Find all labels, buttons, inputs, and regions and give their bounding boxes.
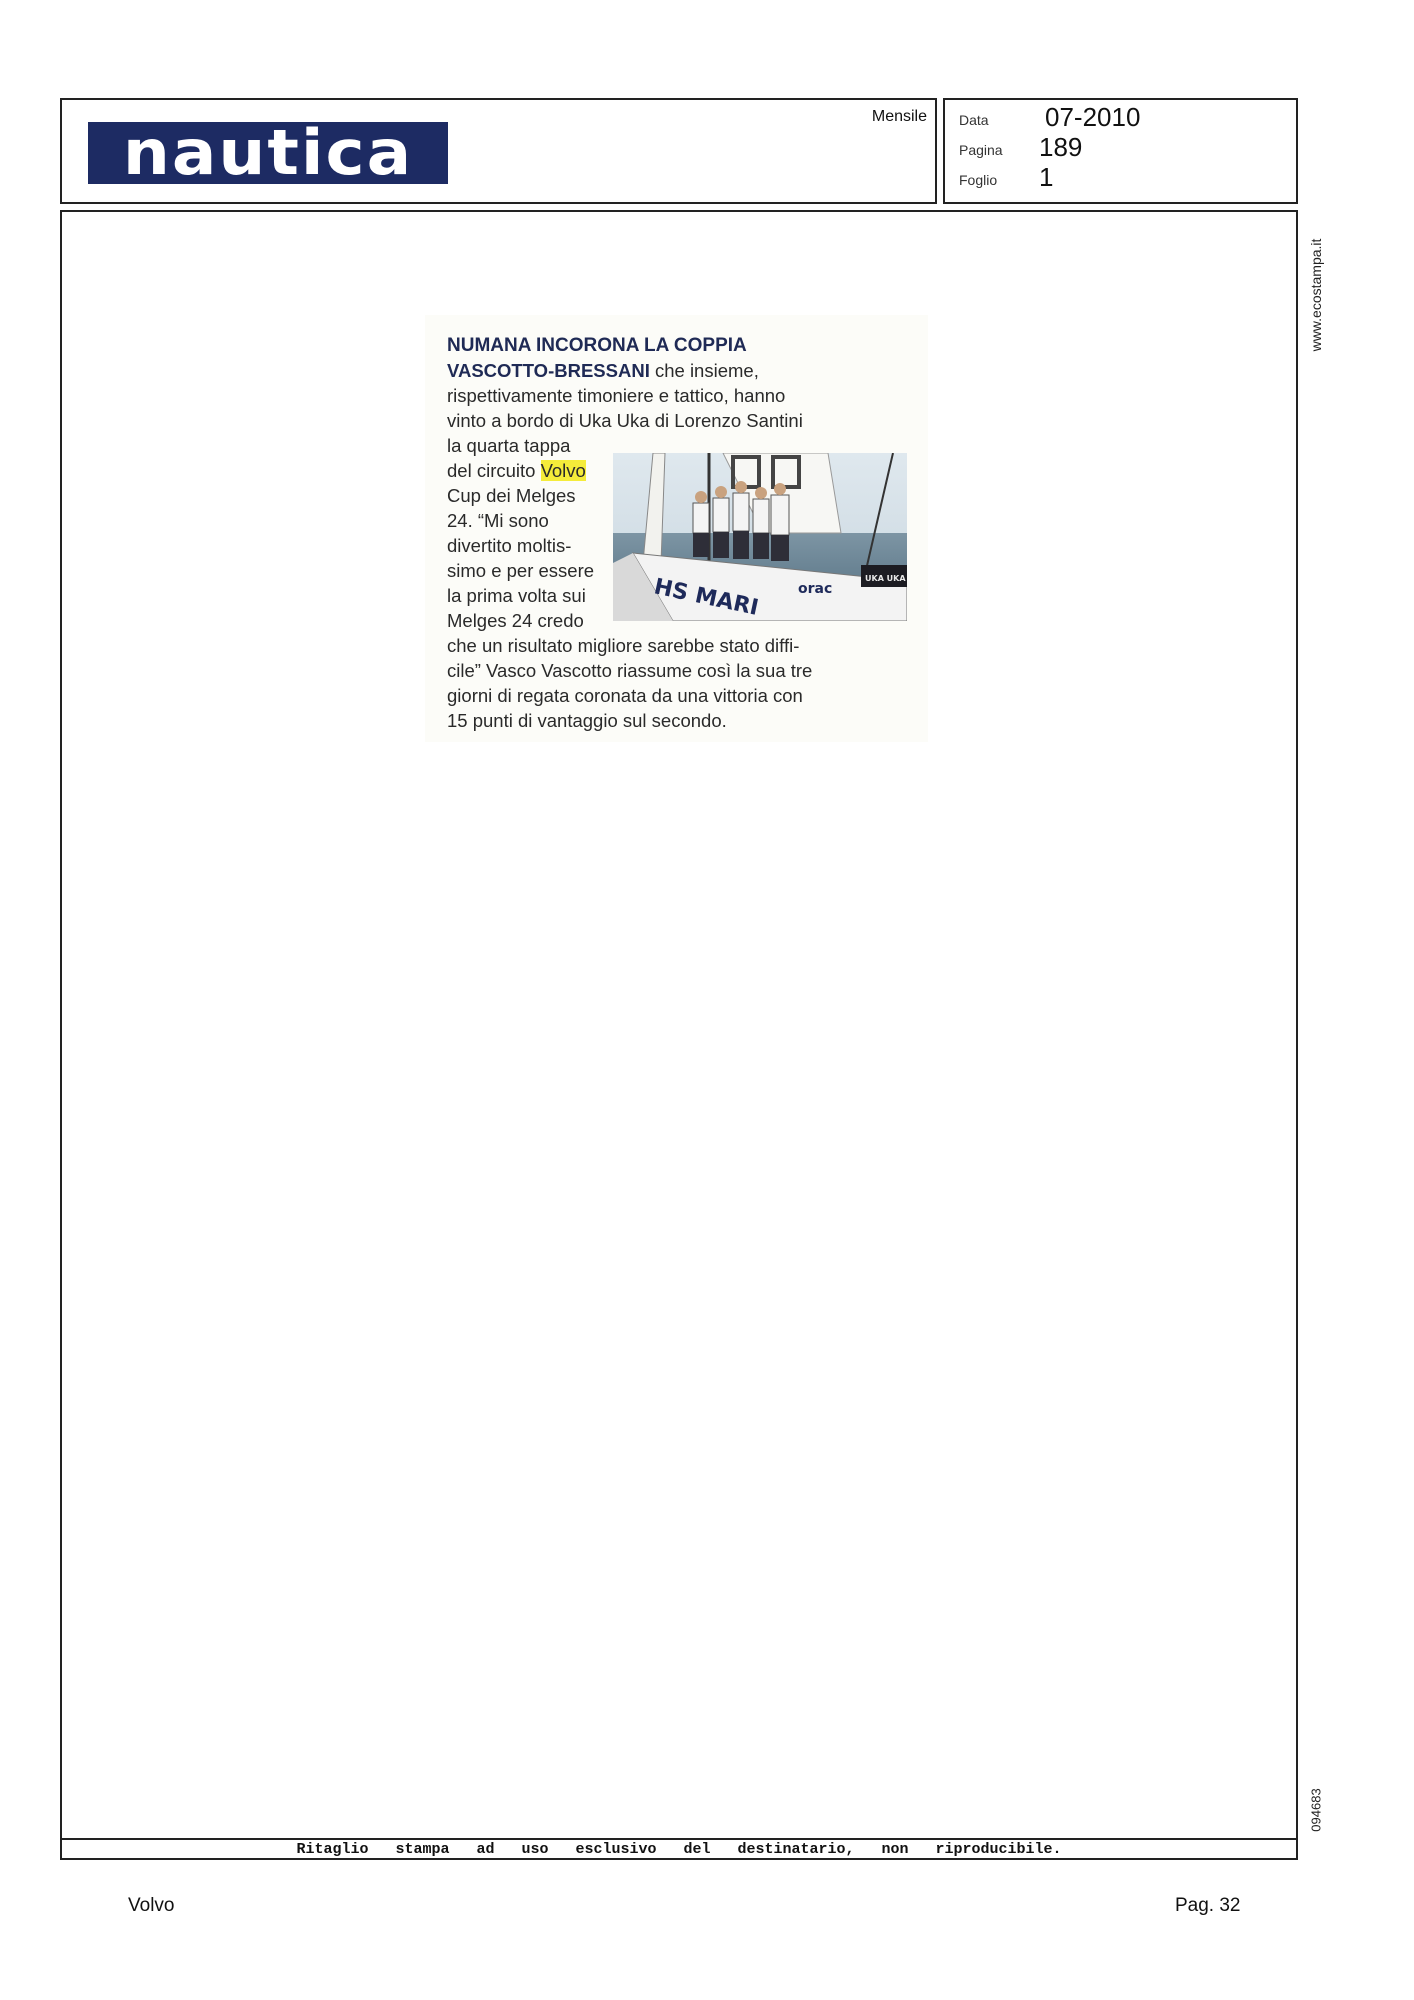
article-line: vinto a bordo di Uka Uka di Lorenzo Santini bbox=[447, 410, 803, 431]
article-line: 15 punti di vantaggio sul secondo. bbox=[447, 710, 727, 731]
article-clip bbox=[425, 315, 928, 742]
article-line: la quarta tappa bbox=[447, 435, 571, 456]
footer-notice: Ritaglio stampa ad uso esclusivo del destinatario, non riproducibile. bbox=[296, 1841, 1062, 1858]
article-line: Melges 24 credo bbox=[447, 610, 584, 631]
sheet-label: Foglio bbox=[959, 172, 998, 188]
page-value: 189 bbox=[1039, 132, 1083, 162]
metadata-box bbox=[943, 98, 1298, 204]
side-code-text: 094683 bbox=[1308, 1788, 1324, 1832]
side-url bbox=[1296, 225, 1336, 365]
page-number: Pag. 32 bbox=[1175, 1895, 1241, 1916]
date-label: Data bbox=[959, 112, 989, 128]
headline-line-1: NUMANA INCORONA LA COPPIA bbox=[447, 335, 747, 356]
periodicity-label: Mensile bbox=[871, 108, 927, 125]
highlighted-keyword: Volvo bbox=[540, 460, 586, 481]
logo-text: nautica bbox=[122, 115, 414, 190]
sheet-value: 1 bbox=[1039, 162, 1054, 192]
sailboat-photo bbox=[613, 453, 907, 621]
article-line: 24. “Mi sono bbox=[447, 510, 549, 531]
side-url-text: www.ecostampa.it bbox=[1308, 238, 1324, 352]
hull-logo-text: orac bbox=[798, 581, 833, 597]
side-code bbox=[1296, 1780, 1336, 1840]
article-line: rispettivamente timoniere e tattico, hanno bbox=[447, 385, 786, 406]
article-line: che un risultato migliore sarebbe stato diffi- bbox=[447, 635, 800, 656]
footer-divider bbox=[62, 1838, 1296, 1840]
article-line-2-rest: che insieme, bbox=[649, 360, 759, 381]
article-line: cile” Vasco Vascotto riassume così la sua tre bbox=[447, 660, 813, 681]
masthead-box bbox=[60, 98, 937, 204]
article-line: simo e per essere bbox=[447, 560, 595, 581]
date-value: 07-2010 bbox=[1045, 102, 1141, 132]
nautica-logo bbox=[88, 115, 448, 190]
article-line-pre: del circuito bbox=[447, 460, 541, 481]
hull-name-text: UKA UKA bbox=[865, 574, 906, 583]
headline-line-2: VASCOTTO-BRESSANI bbox=[447, 360, 650, 381]
hull-sponsor-text: HS MARI bbox=[651, 574, 761, 621]
article-line: Cup dei Melges bbox=[447, 485, 576, 506]
page-label: Pagina bbox=[959, 142, 1003, 158]
article-line bbox=[447, 458, 586, 483]
article-line: divertito moltis- bbox=[447, 535, 572, 556]
article-line: la prima volta sui bbox=[447, 585, 586, 606]
client-keyword: Volvo bbox=[128, 1895, 175, 1916]
article-line: giorni di regata coronata da una vittoria con bbox=[447, 685, 803, 706]
article-line-2 bbox=[447, 358, 759, 383]
